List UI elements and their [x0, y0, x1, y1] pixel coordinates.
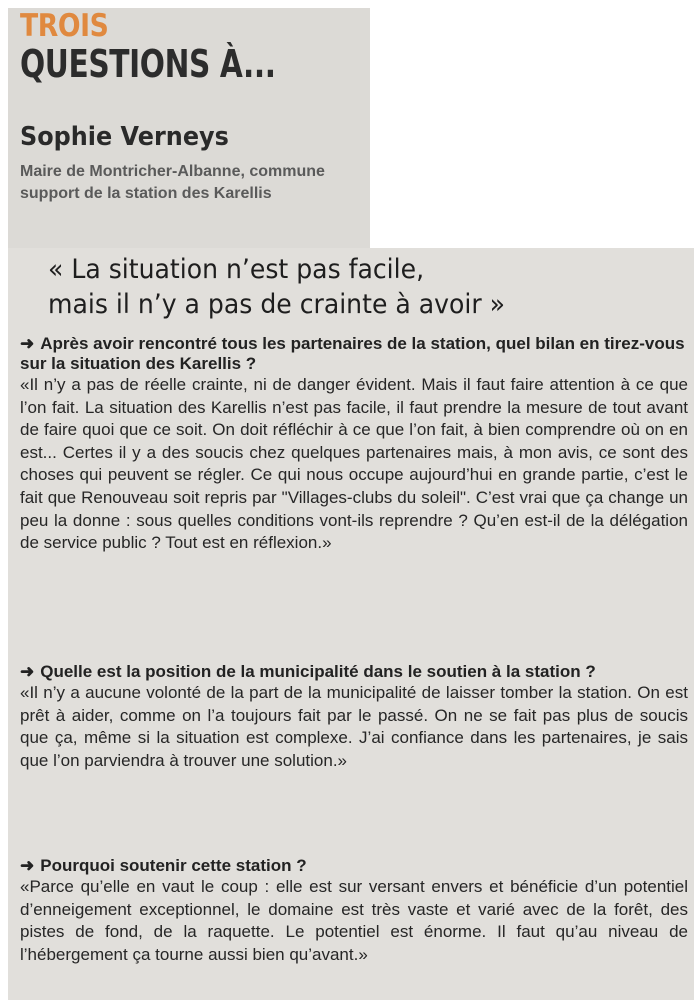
question-2-text: Quelle est la position de la municipalité dans le soutien à la station ?	[40, 662, 596, 681]
quote-title-line-2: mais il n’y a pas de crainte à avoir »	[48, 289, 506, 320]
qa-block-3	[20, 856, 688, 966]
question-2	[20, 662, 688, 682]
question-3	[20, 856, 688, 876]
question-3-text: Pourquoi soutenir cette station ?	[40, 856, 307, 875]
question-1-text: Après avoir rencontré tous les partenaires de la station, quel bilan en tirez-vous sur la situation des Karellis ?	[20, 334, 685, 373]
arrow-icon: ➜	[20, 334, 35, 353]
answer-1: «Il n’y a pas de réelle crainte, ni de danger évident. Mais il faut faire attention à ce que l’on fait. La situation des Karellis n’est pas facile, il faut prendre la mesure de tout avant de faire quoi que ce soit. On doit réfléchir à ce que l’on fait, à bien comprendre où on en est... Certes il y a des soucis chez quelques partenaires mais, à mon avis, ce sont des choses qui peuvent se régler. Ce qui nous occupe aujourd’hui en grande partie, c’est le fait que Renouveau soit repris par "Villages-clubs du soleil". C’est vrai que ça change un peu la donne : sous quelles conditions vont-ils reprendre ? Qu’en est-il de la délégation de service public ? Tout est en réflexion.»	[20, 375, 688, 553]
arrow-icon: ➜	[20, 856, 35, 875]
person-title: Maire de Montricher-Albanne, commune support de la station des Karellis	[20, 163, 325, 202]
kicker-label: TROIS	[20, 8, 109, 44]
qa-block-1	[20, 334, 688, 555]
answer-3: «Parce qu’elle en vaut le coup : elle est sur versant envers et bénéficie d’un potentiel d’enneigement exceptionnel, le domaine est très vaste et varié avec de la forêt, des pistes de fond, de la raquette. Le potentiel est énorme. Il faut qu’au niveau de l’hébergement ça tourne aussi bien qu’avant.»	[20, 877, 688, 964]
answer-2: «Il n’y a aucune volonté de la part de la municipalité de laisser tomber la station. On est prêt à aider, comme on l’a toujours fait par le passé. On ne se fait pas plus de soucis que ça, même si la situation est complexe. J’ai confiance dans les partenaires, je sais que l’on parviendra à trouver une solution.»	[20, 683, 688, 770]
quote-title-line-1: « La situation n’est pas facile,	[48, 254, 425, 285]
arrow-icon: ➜	[20, 662, 35, 681]
headline: QUESTIONS À...	[20, 42, 276, 86]
qa-block-2	[20, 662, 688, 772]
person-name: Sophie Verneys	[20, 122, 229, 152]
question-1	[20, 334, 688, 374]
quote-title	[48, 252, 643, 322]
